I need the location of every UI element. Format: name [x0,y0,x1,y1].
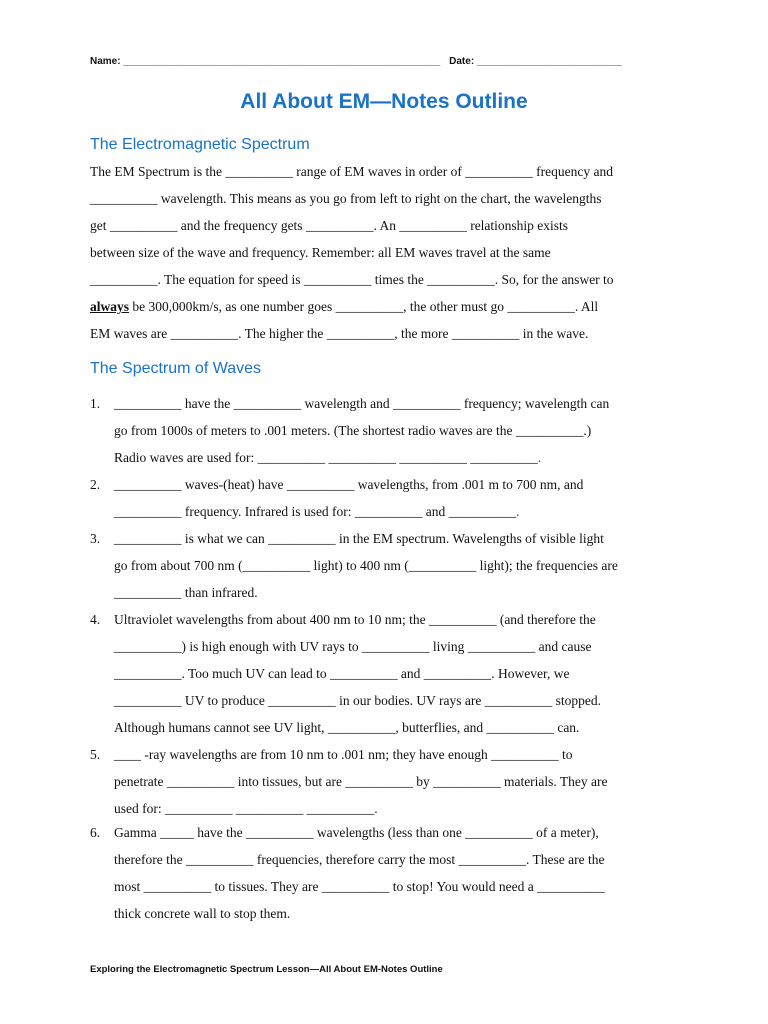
paragraph-line: __________ wavelength. This means as you go from left to right on the chart, the wavelengths [90,191,602,206]
item-line: __________) is high enough with UV rays to __________ living __________ and cause [114,639,592,654]
page-title: All About EM—Notes Outline [240,90,528,113]
item-line: therefore the __________ frequencies, therefore carry the most __________. These are the [114,852,605,867]
item-line: __________ waves-(heat) have __________ wavelengths, from .001 m to 700 nm, and [114,477,584,492]
paragraph-line: between size of the wave and frequency. Remember: all EM waves travel at the same [90,245,551,260]
item-number: 4. [90,612,101,627]
item-line: Ultraviolet wavelengths from about 400 nm to 10 nm; the __________ (and therefore the [114,612,596,627]
date-field-label: Date: __________________________ [449,56,622,67]
list-item-ultraviolet [90,606,690,741]
section-heading-spectrum-of-waves: The Spectrum of Waves [90,360,262,377]
item-line-last [90,498,690,525]
list-item-gamma [90,819,690,927]
red-period: . [537,450,542,465]
item-line-text: Radio waves are used for: __________ __________ __________ __________ [114,450,538,465]
paragraph-line: __________. The equation for speed is __________ times the __________. So, for the answer to [90,272,614,287]
item-line-last [90,444,690,471]
section-heading-em-spectrum: The Electromagnetic Spectrum [90,136,310,153]
item-line: Although humans cannot see UV light, __________, butterflies, and __________ can. [114,720,580,735]
item-line: go from about 700 nm (__________ light) to 400 nm (__________ light); the frequencies are [114,558,618,573]
paragraph-line-text: be 300,000km/s, as one number goes __________, the other must go __________. All [132,299,599,314]
item-line: thick concrete wall to stop them. [114,906,291,921]
item-line: go from 1000s of meters to .001 meters. (The shortest radio waves are the __________.) [114,423,592,438]
item-line: __________ have the __________ wavelength and __________ frequency; wavelength can [114,396,610,411]
list-item-visible-light [90,525,690,606]
em-spectrum-paragraph [90,158,690,347]
paragraph-line: EM waves are __________. The higher the __________, the more __________ in the wave. [90,326,589,341]
item-line: Gamma _____ have the __________ wavelengths (less than one __________ of a meter), [114,825,599,840]
name-field-label: Name: _________________________________________________________ [90,56,441,67]
item-line-text: __________ frequency. Infrared is used for: __________ and __________ [114,504,517,519]
always-emphasis: always [90,299,130,314]
item-number: 6. [90,825,101,840]
item-number: 5. [90,747,101,762]
page-footer: Exploring the Electromagnetic Spectrum Lesson—All About EM-Notes Outline [90,964,443,975]
item-line: __________ UV to produce __________ in our bodies. UV rays are __________ stopped. [114,693,601,708]
item-number: 1. [90,396,101,411]
item-line: penetrate __________ into tissues, but are __________ by __________ materials. They are [114,774,608,789]
item-line: most __________ to tissues. They are __________ to stop! You would need a __________ [114,879,605,894]
paragraph-line: The EM Spectrum is the __________ range of EM waves in order of __________ frequency and [90,164,613,179]
list-item-x-ray [90,741,690,822]
item-line: __________ than infrared. [114,585,258,600]
item-line: used for: __________ __________ __________. [114,801,378,816]
paragraph-line: get __________ and the frequency gets __________. An __________ relationship exists [90,218,569,233]
item-line: __________ is what we can __________ in the EM spectrum. Wavelengths of visible light [114,531,604,546]
list-item-infrared [90,471,690,525]
item-number: 3. [90,531,101,546]
list-item-radio [90,390,690,471]
item-line: ____ -ray wavelengths are from 10 nm to .001 nm; they have enough __________ to [114,747,573,762]
item-number: 2. [90,477,101,492]
header-line [90,56,690,67]
red-period: . [516,504,520,519]
paragraph-line-always [90,293,690,320]
item-line: __________. Too much UV can lead to __________ and __________. However, we [114,666,570,681]
